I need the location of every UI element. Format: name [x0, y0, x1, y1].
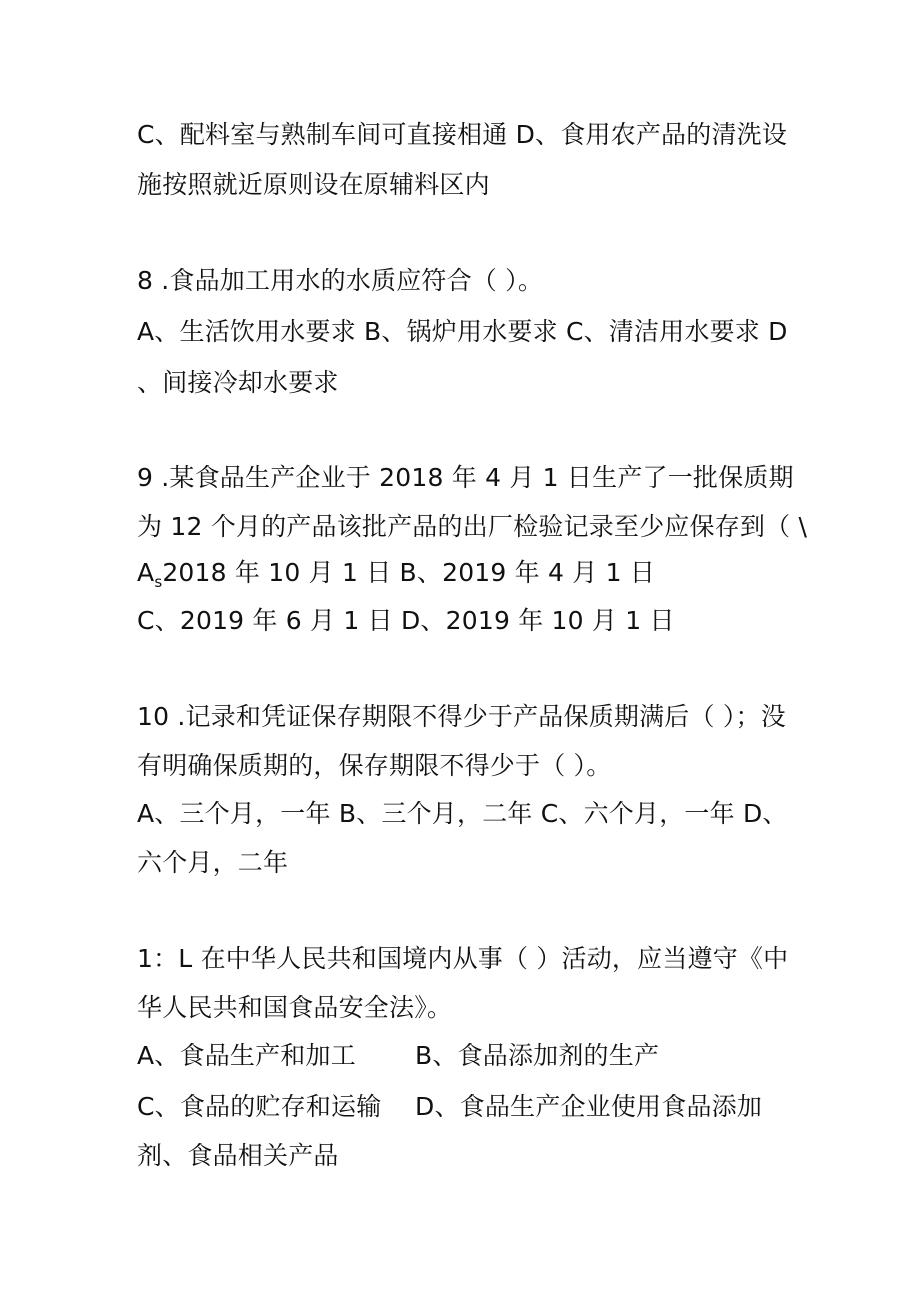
- q9-question-line2: 为 12 个月的产品该批产品的出厂检验记录至少应保存到（ \: [137, 512, 808, 541]
- q10-options-line2: 六个月，二年: [137, 848, 289, 877]
- q11-option-d-line1: D、食品生产企业使用食品添加: [415, 1092, 763, 1121]
- q11-question-line1: 1：L 在中华人民共和国境内从事（ ）活动，应当遵守《中: [137, 944, 789, 973]
- q11-option-c: C、食品的贮存和运输: [137, 1092, 382, 1121]
- q10-question-line2: 有明确保质期的，保存期限不得少于（ ）。: [137, 751, 612, 780]
- q9-option-a-line: [137, 558, 655, 591]
- block1-line1: C、配料室与熟制车间可直接相通 D、食用农产品的清洗设: [137, 120, 788, 149]
- q8-options-line1: A、生活饮用水要求 B、锅炉用水要求 C、清洁用水要求 D: [137, 317, 788, 346]
- q11-option-a: A、食品生产和加工: [137, 1041, 356, 1070]
- q9-option-a-sub: s: [154, 573, 163, 591]
- q11-question-line2: 华人民共和国食品安全法》。: [137, 993, 453, 1022]
- q11-options-row1: [137, 1041, 660, 1071]
- q11-option-d-line2: 剂、食品相关产品: [137, 1141, 339, 1170]
- q10-question-line1: 10 .记录和凭证保存期限不得少于产品保质期满后（ ）；没: [137, 702, 786, 731]
- q10-options-line1: A、三个月，一年 B、三个月，二年 C、六个月，一年 D、: [137, 799, 788, 828]
- q11-options-row2: [137, 1092, 763, 1122]
- q9-question-line1: 9 .某食品生产企业于 2018 年 4 月 1 日生产了一批保质期: [137, 463, 794, 492]
- block1-line2: 施按照就近原则设在原辅料区内: [137, 170, 490, 199]
- q9-options-line2: C、2019 年 6 月 1 日 D、2019 年 10 月 1 日: [137, 606, 675, 635]
- q8-question: 8 .食品加工用水的水质应符合（ ）。: [137, 266, 544, 295]
- q9-option-a-rest: 2018 年 10 月 1 日 B、2019 年 4 月 1 日: [162, 558, 656, 587]
- q11-option-b: B、食品添加剂的生产: [415, 1041, 660, 1070]
- q8-options-line2: 、间接冷却水要求: [137, 368, 339, 397]
- q9-option-a-letter: A: [137, 558, 155, 587]
